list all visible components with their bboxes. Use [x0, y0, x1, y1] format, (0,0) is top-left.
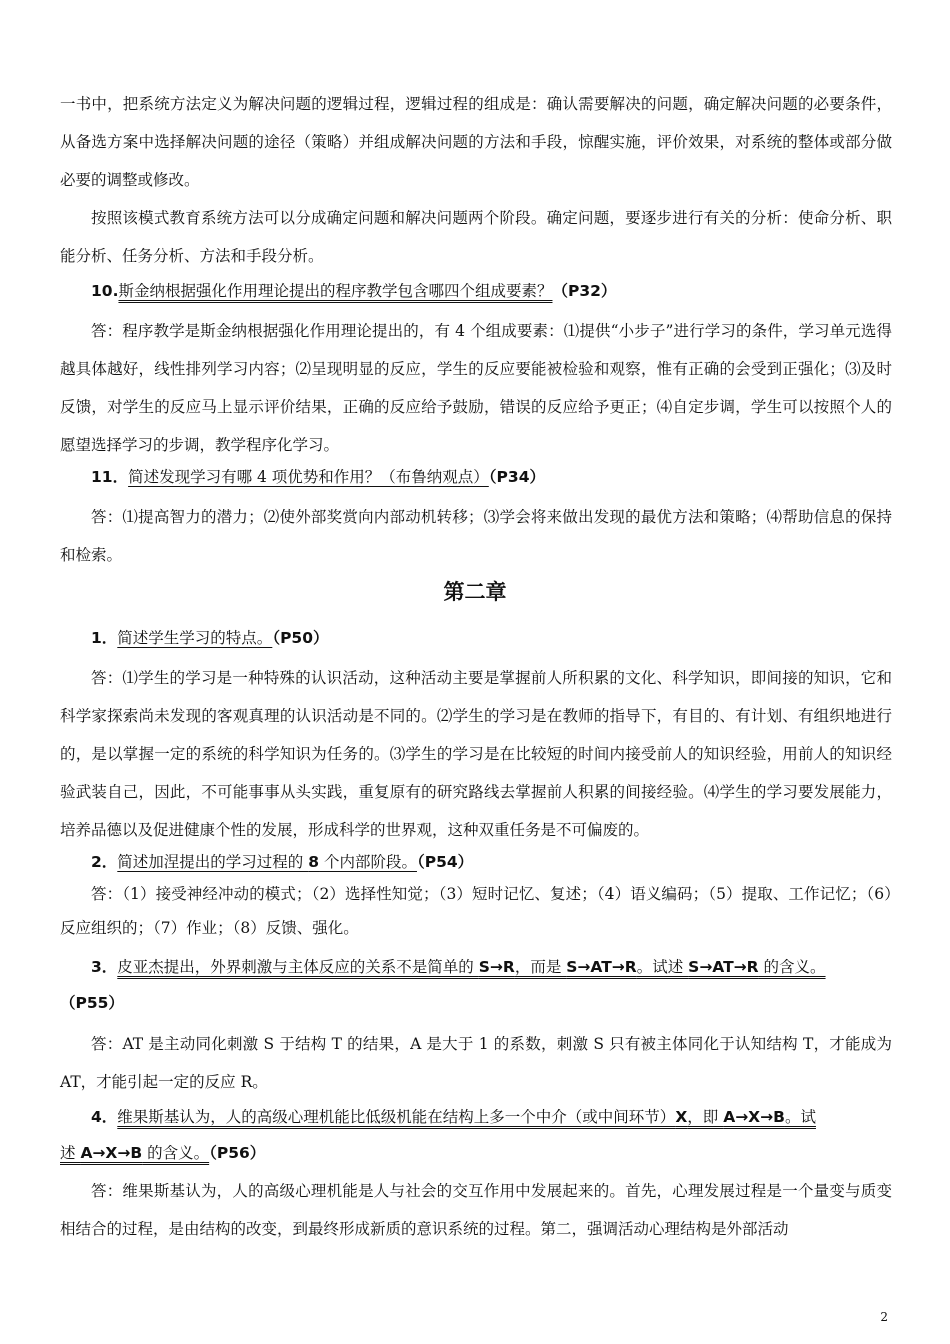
answer-10: 答：程序教学是斯金纳根据强化作用理论提出的，有 4 个组成要素：⑴提供“小步子”进行学习的条件，学习单元选得越具体越好，线性排列学习内容；⑵呈现明显的反应，学生的反应要能被检验和观察，惟有正确的会受到正强化；⑶及时反馈，对学生的反应马上显示评价结果，正确的反应给予鼓励，错误的反应给予更正；⑷自定步调，学生可以按照个人的愿望选择学习的步调，教学程序化学习。: [60, 322, 892, 454]
question-text-bold: S→R: [478, 958, 515, 976]
question-text-bold: A→X→B: [723, 1108, 785, 1126]
question-text-part: 的含义。: [758, 958, 826, 976]
question-text-part: 。试: [784, 1108, 816, 1126]
question-text-bold: 8: [308, 853, 320, 871]
question-text-bold: S→AT→R: [688, 958, 759, 976]
question-number: 1．: [91, 629, 118, 647]
question-number: 4．: [91, 1108, 118, 1126]
question-text: [117, 853, 417, 871]
question-text-bold: A→X→B: [80, 1144, 143, 1162]
question-text-part: ，即: [687, 1108, 724, 1126]
page-reference: （P50）: [272, 629, 329, 647]
page-reference: （P54）: [416, 853, 474, 871]
answer-11: 答：⑴提高智力的潜力；⑵使外部奖赏向内部动机转移；⑶学会将来做出发现的最优方法和策略；⑷帮助信息的保持和检索。: [60, 508, 892, 564]
question-text-part: 述: [60, 1144, 81, 1162]
question-number: 2．: [91, 853, 118, 871]
question-text-bold: X: [675, 1108, 688, 1126]
page-reference: （P34）: [488, 468, 545, 486]
question-11: [91, 461, 892, 493]
chapter2-answer-4: 答：维果斯基认为，人的高级心理机能是人与社会的交互作用中发展起来的。首先，心理发展过程是一个量变与质变相结合的过程，是由结构的改变，到最终形成新质的意识系统的过程。第二，强调活动心理结构是外部活动: [60, 1182, 892, 1238]
chapter2-question-3: [60, 949, 892, 1021]
question-number: 11．: [91, 468, 129, 486]
question-text-part: ，而是: [514, 958, 567, 976]
question-10: [91, 275, 892, 307]
question-text-part: 皮亚杰提出，外界刺激与主体反应的关系不是简单的: [117, 958, 479, 976]
question-text-continued: [60, 1144, 209, 1162]
question-number: 10.: [91, 282, 119, 300]
paragraph-education-system: 按照该模式教育系统方法可以分成确定问题和解决问题两个阶段。确定问题，要逐步进行有关的分析：使命分析、职能分析、任务分析、方法和手段分析。: [60, 209, 892, 265]
question-text-part: 个内部阶段。: [319, 853, 417, 871]
question-text-part: 。试述: [636, 958, 689, 976]
page-reference: （P32）: [552, 282, 617, 300]
question-number: 3．: [91, 958, 118, 976]
chapter2-question-2: [91, 846, 892, 878]
question-text: 简述发现学习有哪 4 项优势和作用？（布鲁纳观点）: [128, 468, 489, 486]
chapter2-answer-2: 答：（1）接受神经冲动的模式；（2）选择性知觉；（3）短时记忆、复述；（4）语义编码；（5）提取、工作记忆；（6）反应组织的；（7）作业；（8）反馈、强化。: [60, 885, 892, 937]
chapter2-question-4: [60, 1099, 892, 1171]
question-text: 斯金纳根据强化作用理论提出的程序教学包含哪四个组成要素？: [118, 282, 553, 300]
page-reference: （P56）: [209, 1144, 266, 1162]
question-text: [117, 958, 825, 976]
question-text: [117, 1108, 816, 1126]
chapter2-answer-1: 答：⑴学生的学习是一种特殊的认识活动，这种活动主要是掌握前人所积累的文化、科学知识，即间接的知识，它和科学家探索尚未发现的客观真理的认识活动是不同的。⑵学生的学习是在教师的指导下，有目的、有计划、有组织地进行的，是以掌握一定的系统的科学知识为任务的。⑶学生的学习是在比较短的时间内接受前人的知识经验，用前人的知识经验武装自己，因此，不可能事事从头实践，重复原有的研究路线去掌握前人积累的间接经验。⑷学生的学习要发展能力，培养品德以及促进健康个性的发展，形成科学的世界观，这种双重任务是不可偏废的。: [60, 669, 892, 839]
page-number: 2: [880, 1310, 888, 1324]
question-text-part: 简述加涅提出的学习过程的: [117, 853, 309, 871]
chapter2-answer-3: 答：AT 是主动同化刺激 S 于结构 T 的结果，A 是大于 1 的系数，刺激 S 只有被主体同化于认知结构 T，才能成为 AT，才能引起一定的反应 R。: [60, 1035, 892, 1091]
paragraph-system-method: 一书中，把系统方法定义为解决问题的逻辑过程，逻辑过程的组成是：确认需要解决的问题，确定解决问题的必要条件，从备选方案中选择解决问题的途径（策略）并组成解决问题的方法和手段，惊醒实施，评价效果，对系统的整体或部分做必要的调整或修改。: [60, 95, 892, 189]
page-reference: （P55）: [60, 994, 124, 1012]
question-text-bold: S→AT→R: [566, 958, 637, 976]
chapter2-question-1: [91, 622, 892, 654]
question-text-part: 维果斯基认为，人的高级心理机能比低级机能在结构上多一个中介（或中间环节）: [117, 1108, 676, 1126]
chapter-title: 第二章: [443, 579, 507, 604]
question-text: 简述学生学习的特点。: [117, 629, 273, 647]
question-text-part: 的含义。: [142, 1144, 210, 1162]
